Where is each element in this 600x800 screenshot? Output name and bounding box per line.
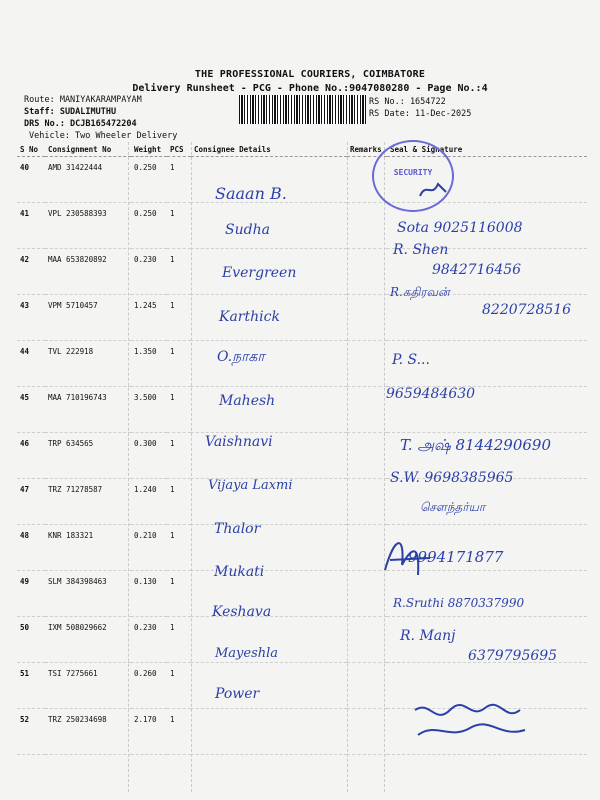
col-header: Remarks — [347, 142, 387, 157]
weight-cell: 2.170 — [131, 709, 167, 755]
handwritten-name: Saaan B. — [215, 184, 287, 203]
handwritten-signature: P. S... — [392, 352, 430, 368]
consignment-cell: MAA 710196743 — [45, 387, 131, 433]
weight-cell: 1.350 — [131, 341, 167, 387]
security-stamp: SECURITY — [372, 140, 454, 212]
drs-label: DRS No.: DCJB165472204 — [24, 119, 137, 129]
table-row — [17, 157, 587, 203]
pcs-cell: 1 — [167, 249, 191, 295]
handwritten-signature: R.Sruthi 8870337990 — [393, 596, 525, 610]
consignment-cell: TRZ 71278587 — [45, 479, 131, 525]
handwritten-signature: 9842716456 — [432, 262, 522, 278]
weight-cell: 0.300 — [131, 433, 167, 479]
sno-cell: 40 — [17, 157, 45, 203]
pcs-cell: 1 — [167, 157, 191, 203]
table-header — [17, 142, 587, 157]
consignment-cell: TRP 634565 — [45, 433, 131, 479]
weight-cell: 0.230 — [131, 249, 167, 295]
weight-cell: 0.230 — [131, 617, 167, 663]
handwritten-signature: 8220728516 — [482, 302, 572, 318]
consignment-cell: IXM 508029662 — [45, 617, 131, 663]
sno-cell: 48 — [17, 525, 45, 571]
handwritten-signature: R.கதிரவன் — [390, 285, 450, 299]
col-header: Consignment No — [45, 142, 131, 157]
consignment-cell: VPL 230588393 — [45, 203, 131, 249]
pcs-cell: 1 — [167, 525, 191, 571]
handwritten-name: Evergreen — [222, 265, 297, 281]
sno-cell: 45 — [17, 387, 45, 433]
rs-number: RS No.: 1654722 — [369, 97, 446, 107]
weight-cell: 0.260 — [131, 663, 167, 709]
col-header: Weight — [131, 142, 167, 157]
consignment-cell: TVL 222918 — [45, 341, 131, 387]
handwritten-signature: 6379795695 — [468, 648, 558, 664]
sno-cell: 41 — [17, 203, 45, 249]
rs-date: RS Date: 11-Dec-2025 — [369, 109, 472, 119]
handwritten-name: Karthick — [219, 309, 280, 325]
staff-label: Staff: SUDALIMUTHU — [24, 107, 117, 117]
handwritten-name: Thalor — [214, 521, 261, 537]
signature-scribble — [410, 700, 530, 745]
handwritten-name: Power — [215, 686, 260, 702]
pcs-cell: 1 — [167, 203, 191, 249]
handwritten-name: Vijaya Laxmi — [208, 478, 293, 493]
sno-cell: 52 — [17, 709, 45, 755]
consignment-cell: TSI 7275661 — [45, 663, 131, 709]
col-header: Consignee Details — [191, 142, 347, 157]
handwritten-signature: 9994171877 — [408, 548, 504, 566]
sno-cell: 47 — [17, 479, 45, 525]
pcs-cell: 1 — [167, 433, 191, 479]
handwritten-signature: S.W. 9698385965 — [390, 470, 514, 486]
weight-cell: 0.130 — [131, 571, 167, 617]
handwritten-signature: R. Shen — [393, 242, 449, 258]
handwritten-name: Keshava — [212, 604, 272, 620]
route-label: Route: MANIYAKARAMPAYAM — [24, 95, 142, 105]
consignment-cell: SLM 384398463 — [45, 571, 131, 617]
consignment-cell: MAA 653820892 — [45, 249, 131, 295]
consignment-cell: KNR 183321 — [45, 525, 131, 571]
runsheet-title: Delivery Runsheet - PCG - Phone No.:9047080280 - Page No.:4 — [132, 83, 488, 94]
pcs-cell: 1 — [167, 295, 191, 341]
weight-cell: 0.250 — [131, 157, 167, 203]
pcs-cell: 1 — [167, 709, 191, 755]
handwritten-name: Mukati — [214, 564, 265, 580]
sno-cell: 43 — [17, 295, 45, 341]
vehicle-label: Vehicle: Two Wheeler Delivery — [29, 131, 178, 141]
col-header: PCS — [167, 142, 191, 157]
consignment-cell: TRZ 250234698 — [45, 709, 131, 755]
signature-scribble — [418, 180, 448, 200]
sno-cell: 49 — [17, 571, 45, 617]
pcs-cell: 1 — [167, 617, 191, 663]
table-row — [17, 341, 587, 387]
weight-cell: 3.500 — [131, 387, 167, 433]
barcode — [239, 95, 366, 124]
sno-cell: 42 — [17, 249, 45, 295]
pcs-cell: 1 — [167, 571, 191, 617]
consignment-cell: AMD 31422444 — [45, 157, 131, 203]
sno-cell: 51 — [17, 663, 45, 709]
sno-cell: 44 — [17, 341, 45, 387]
signature-scribble — [380, 530, 440, 580]
handwritten-name: O.நாகா — [217, 349, 265, 365]
handwritten-name: Mahesh — [219, 393, 276, 409]
col-header: S No — [17, 142, 45, 157]
col-header: Seal & Signature — [387, 142, 587, 157]
pcs-cell: 1 — [167, 387, 191, 433]
weight-cell: 0.250 — [131, 203, 167, 249]
pcs-cell: 1 — [167, 479, 191, 525]
pcs-cell: 1 — [167, 341, 191, 387]
weight-cell: 1.245 — [131, 295, 167, 341]
weight-cell: 1.240 — [131, 479, 167, 525]
consignment-cell: VPM 5710457 — [45, 295, 131, 341]
handwritten-signature: 9659484630 — [386, 386, 476, 402]
handwritten-name: Vaishnavi — [205, 434, 273, 450]
handwritten-name: Sudha — [225, 222, 270, 238]
handwritten-signature: T. அஷ் 8144290690 — [400, 436, 551, 454]
handwritten-signature: Sota 9025116008 — [397, 220, 523, 236]
company-title: THE PROFESSIONAL COURIERS, COIMBATORE — [194, 69, 426, 80]
weight-cell: 0.210 — [131, 525, 167, 571]
table-row — [17, 387, 587, 433]
handwritten-signature: R. Manj — [400, 628, 456, 644]
pcs-cell: 1 — [167, 663, 191, 709]
sno-cell: 50 — [17, 617, 45, 663]
sno-cell: 46 — [17, 433, 45, 479]
handwritten-name: Mayeshla — [215, 646, 279, 661]
handwritten-signature: சௌந்தர்யா — [420, 500, 486, 514]
